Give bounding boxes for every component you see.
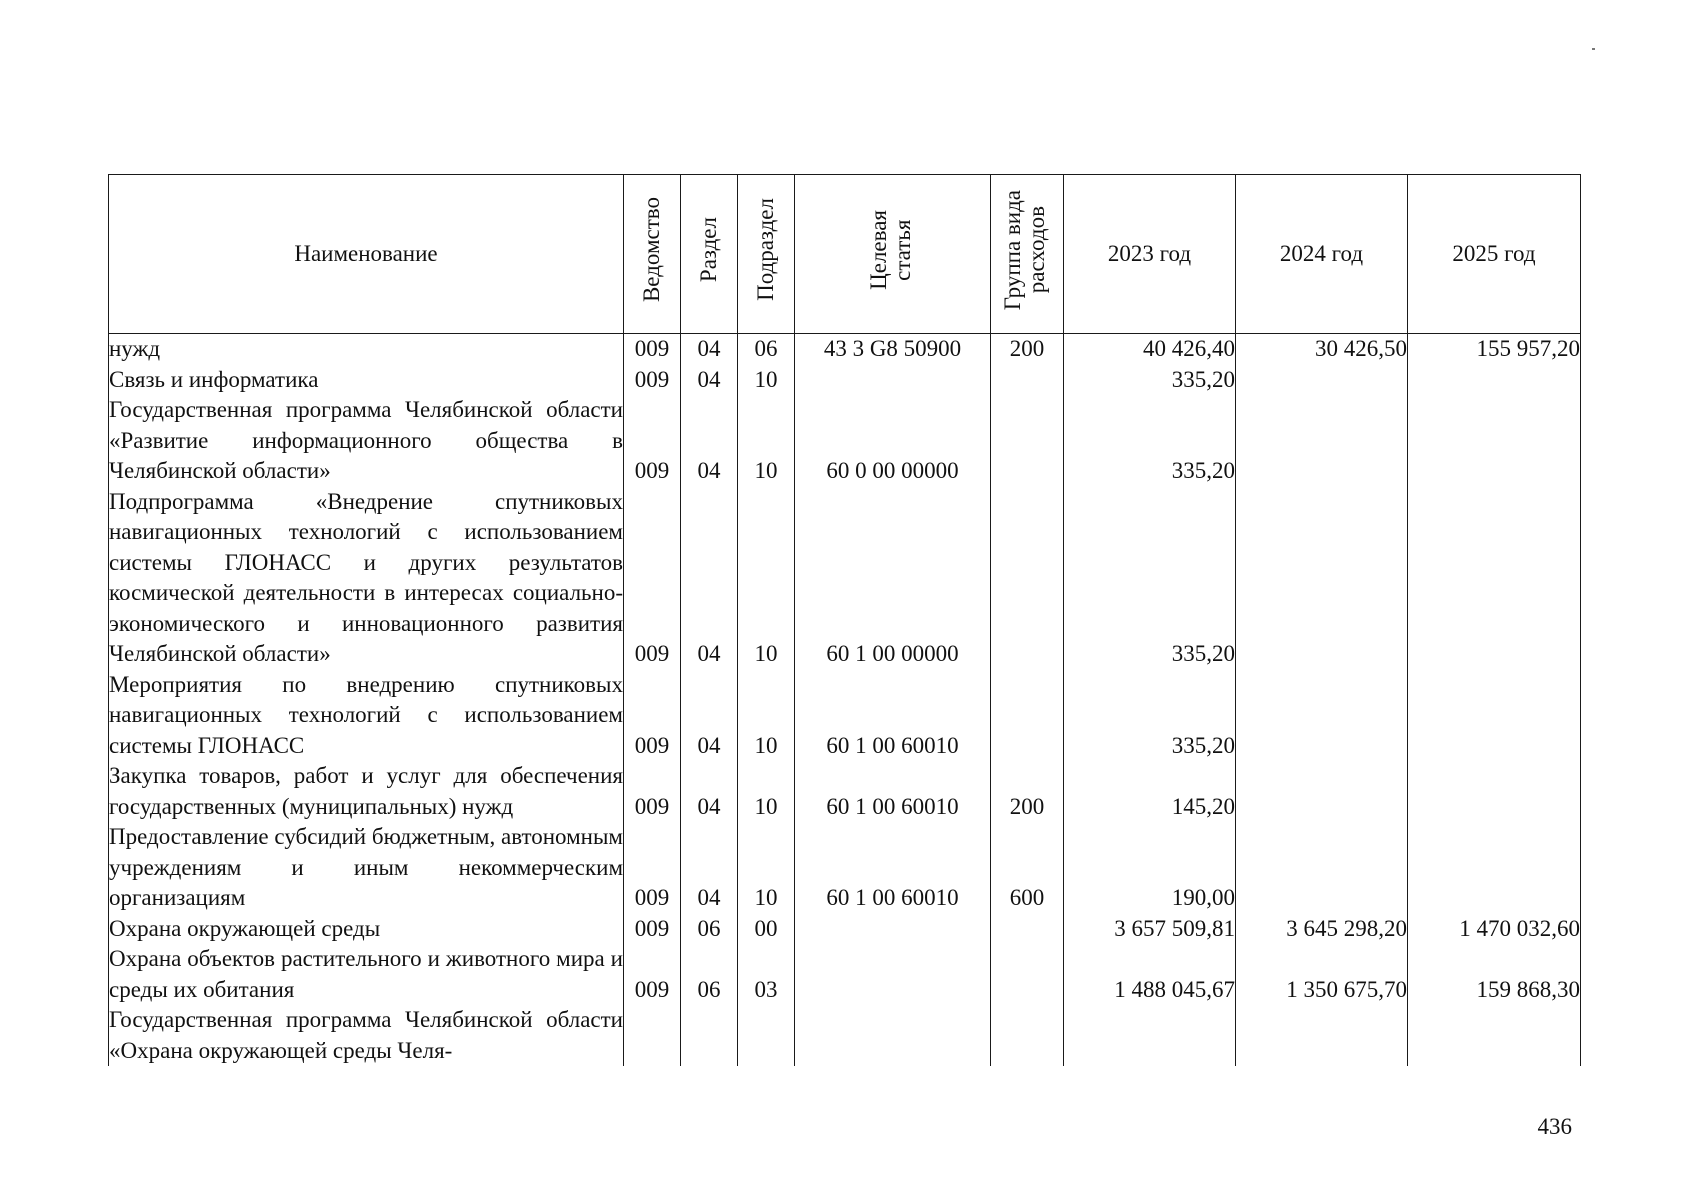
header-gruppa-line2: расходов [1024,206,1049,294]
row-2024 [1236,670,1408,762]
row-podrazdel: 10 [738,822,795,914]
row-2024 [1236,1005,1408,1066]
row-2024 [1236,365,1408,396]
header-podrazdel-label: Подраздел [753,198,778,302]
row-podrazdel: 06 [738,334,795,365]
row-razdel [681,1005,738,1066]
row-name: Охрана объектов растительного и животного мира и среды их обитания [109,944,624,1005]
row-vedomstvo: 009 [624,914,681,945]
row-vedomstvo: 009 [624,365,681,396]
header-razdel [681,175,738,334]
header-gruppa-label [1001,190,1053,310]
row-2024 [1236,395,1408,487]
row-vedomstvo: 009 [624,822,681,914]
row-gruppa [991,395,1064,487]
row-podrazdel: 03 [738,944,795,1005]
row-vedomstvo: 009 [624,334,681,365]
row-2025 [1408,365,1581,396]
row-2025: 1 470 032,60 [1408,914,1581,945]
row-razdel: 04 [681,670,738,762]
row-2025 [1408,395,1581,487]
row-2025 [1408,670,1581,762]
row-2023: 335,20 [1064,670,1236,762]
row-razdel: 04 [681,334,738,365]
row-name: Мероприятия по внедрению спутниковых навигационных технологий с использованием системы ГЛОНАСС [109,670,624,762]
row-2023: 335,20 [1064,395,1236,487]
row-2023 [1064,1005,1236,1066]
header-celevaya-line1: Целевая [865,209,891,290]
header-celevaya-statya [795,175,991,334]
row-2024 [1236,761,1408,822]
row-gruppa [991,914,1064,945]
header-vedomstvo-label: Ведомство [639,197,664,303]
table-row [109,487,1581,670]
header-vedomstvo [624,175,681,334]
row-celevaya-statya [795,944,991,1005]
row-gruppa: 200 [991,761,1064,822]
row-2024 [1236,822,1408,914]
row-2023: 3 657 509,81 [1064,914,1236,945]
scan-artifact [1592,48,1595,50]
header-gruppa-vida-rashodov [991,175,1064,334]
row-celevaya-statya: 60 1 00 00000 [795,487,991,670]
row-vedomstvo: 009 [624,487,681,670]
row-2024: 3 645 298,20 [1236,914,1408,945]
row-razdel: 04 [681,822,738,914]
row-2025 [1408,487,1581,670]
row-celevaya-statya: 60 1 00 60010 [795,761,991,822]
table-row [109,914,1581,945]
row-vedomstvo: 009 [624,395,681,487]
table-header-row [109,175,1581,334]
header-2025-label: 2025 год [1452,240,1536,266]
row-razdel: 04 [681,365,738,396]
page-number: 436 [1537,1114,1572,1139]
row-podrazdel [738,1005,795,1066]
row-celevaya-statya [795,914,991,945]
row-razdel: 04 [681,761,738,822]
row-name: Связь и информатика [109,365,624,396]
header-2024 [1236,175,1408,334]
row-celevaya-statya: 60 1 00 60010 [795,822,991,914]
row-gruppa [991,944,1064,1005]
row-2023: 190,00 [1064,822,1236,914]
row-2025 [1408,822,1581,914]
row-gruppa [991,1005,1064,1066]
header-razdel-label: Раздел [696,217,721,283]
row-name: Предоставление субсидий бюджетным, автономным учреждениям и иным некоммерческим организациям [109,822,624,914]
row-vedomstvo [624,1005,681,1066]
row-2025 [1408,1005,1581,1066]
row-podrazdel: 10 [738,487,795,670]
row-2025: 159 868,30 [1408,944,1581,1005]
row-name: Государственная программа Челябинской области «Охрана окружающей среды Челя- [109,1005,624,1066]
row-razdel: 06 [681,914,738,945]
table-row [109,944,1581,1005]
row-vedomstvo: 009 [624,944,681,1005]
row-name: Закупка товаров, работ и услуг для обеспечения государственных (муниципальных) нужд [109,761,624,822]
row-celevaya-statya [795,365,991,396]
row-2023: 335,20 [1064,365,1236,396]
budget-table [108,174,1581,1066]
row-vedomstvo: 009 [624,670,681,762]
row-2023: 335,20 [1064,487,1236,670]
row-2025 [1408,761,1581,822]
table-row [109,761,1581,822]
row-gruppa: 600 [991,822,1064,914]
table-row [109,365,1581,396]
row-2023: 145,20 [1064,761,1236,822]
row-2024: 1 350 675,70 [1236,944,1408,1005]
row-name: нужд [109,334,624,365]
table-row [109,395,1581,487]
header-name [109,175,624,334]
header-name-label: Наименование [294,240,438,266]
row-razdel: 04 [681,395,738,487]
row-podrazdel: 10 [738,365,795,396]
row-celevaya-statya: 60 1 00 60010 [795,670,991,762]
header-gruppa-line1: Группа вида [1000,189,1025,310]
header-celevaya-line2: статья [889,219,915,281]
row-name: Подпрограмма «Внедрение спутниковых навигационных технологий с использованием системы ГЛОНАСС и других результатов космической деятельности в интересах социально-экономического и инновационного развития Челябинской области» [109,487,624,670]
table-row [109,1005,1581,1066]
row-2023: 1 488 045,67 [1064,944,1236,1005]
row-gruppa: 200 [991,334,1064,365]
table-row [109,670,1581,762]
header-2023-label: 2023 год [1107,240,1192,266]
header-2024-label: 2024 год [1279,240,1364,266]
table-row [109,822,1581,914]
header-celevaya-statya-label [867,210,919,290]
row-2025: 155 957,20 [1408,334,1581,365]
row-name: Государственная программа Челябинской области «Развитие информационного общества в Челябинской области» [109,395,624,487]
row-2023: 40 426,40 [1064,334,1236,365]
table-row [109,334,1581,365]
row-celevaya-statya: 43 3 G8 50900 [795,334,991,365]
row-2024 [1236,487,1408,670]
header-2023 [1064,175,1236,334]
row-name: Охрана окружающей среды [109,914,624,945]
row-gruppa [991,365,1064,396]
row-celevaya-statya [795,1005,991,1066]
row-2024: 30 426,50 [1236,334,1408,365]
row-podrazdel: 10 [738,761,795,822]
row-gruppa [991,487,1064,670]
row-gruppa [991,670,1064,762]
row-razdel: 04 [681,487,738,670]
row-razdel: 06 [681,944,738,1005]
row-podrazdel: 00 [738,914,795,945]
row-vedomstvo: 009 [624,761,681,822]
row-podrazdel: 10 [738,670,795,762]
row-podrazdel: 10 [738,395,795,487]
row-celevaya-statya: 60 0 00 00000 [795,395,991,487]
header-podrazdel [738,175,795,334]
header-2025 [1408,175,1581,334]
